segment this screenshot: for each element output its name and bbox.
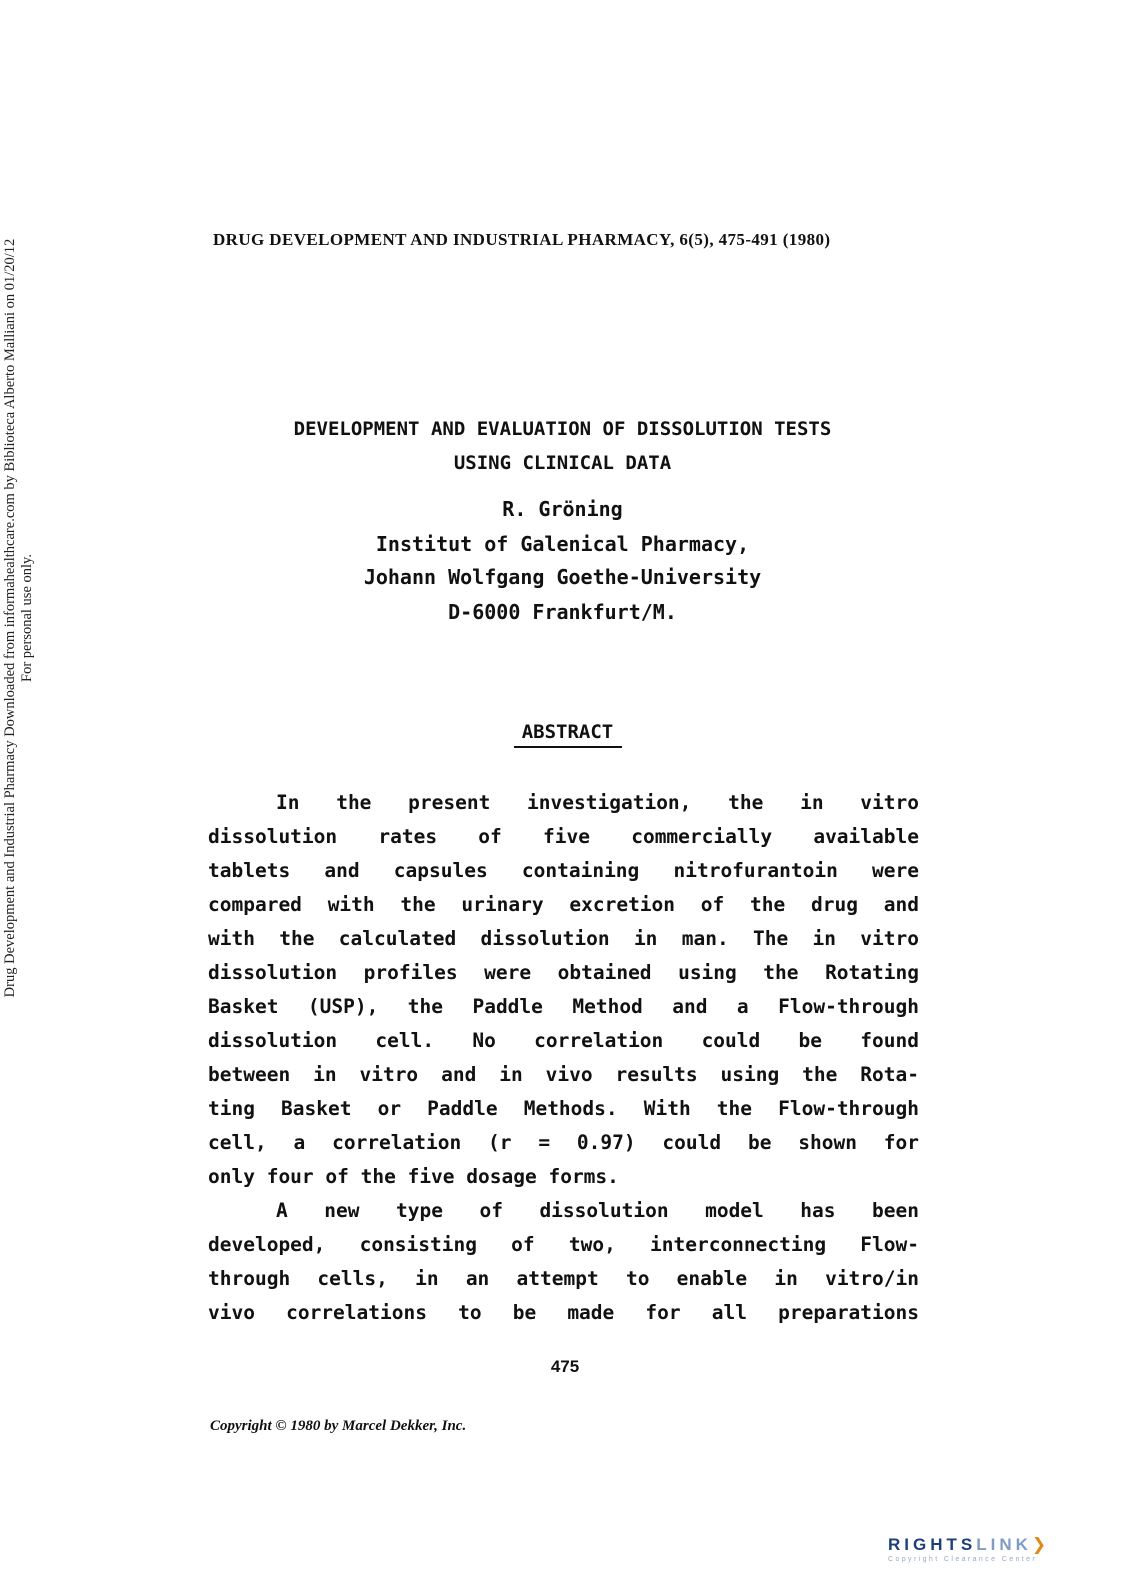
- abstract-line: ting Basket or Paddle Methods. With the Flow-through: [208, 1097, 919, 1120]
- abstract-line: between in vitro and in vivo results using the Rota-: [208, 1063, 919, 1086]
- rightslink-subtitle: Copyright Clearance Center: [888, 1556, 1038, 1563]
- abstract-line: dissolution profiles were obtained using the Rotating: [208, 961, 919, 984]
- abstract-line: dissolution cell. No correlation could be found: [208, 1029, 919, 1052]
- watermark-line-2: For personal use only.: [19, 554, 35, 682]
- rightslink-word-rights: RIGHTS: [888, 1535, 977, 1554]
- paper-title-line-1: DEVELOPMENT AND EVALUATION OF DISSOLUTION TESTS: [293, 418, 832, 440]
- affiliation-line-1: Institut of Galenical Pharmacy,: [375, 532, 750, 556]
- author-name: R. Gröning: [502, 497, 623, 521]
- abstract-line: Basket (USP), the Paddle Method and a Flow-through: [208, 995, 919, 1018]
- journal-header: DRUG DEVELOPMENT AND INDUSTRIAL PHARMACY, 6(5), 475-491 (1980): [213, 230, 831, 249]
- rightslink-logo[interactable]: [888, 1535, 1118, 1575]
- abstract-underline: [514, 746, 622, 748]
- abstract-line: dissolution rates of five commercially available: [208, 825, 919, 848]
- abstract-line: In the present investigation, the in vitro: [276, 791, 919, 814]
- abstract-line: A new type of dissolution model has been: [276, 1199, 919, 1222]
- abstract-line: vivo correlations to be made for all preparations: [208, 1301, 919, 1324]
- rightslink-word-link: LINK: [976, 1535, 1032, 1554]
- abstract-line: cell, a correlation (r = 0.97) could be shown for: [208, 1131, 919, 1154]
- abstract-line: through cells, in an attempt to enable in vitro/in: [208, 1267, 919, 1290]
- abstract-heading: ABSTRACT: [521, 721, 614, 743]
- watermark-line-1: Drug Development and Industrial Pharmacy Downloaded from informahealthcare.com by Biblioteca Alberto Malliani on 01/20/12: [2, 238, 18, 998]
- paper-title-line-2: USING CLINICAL DATA: [453, 452, 672, 474]
- abstract-body: [208, 786, 919, 1330]
- abstract-line: only four of the five dosage forms.: [208, 1165, 619, 1188]
- copyright-notice: Copyright © 1980 by Marcel Dekker, Inc.: [210, 1418, 467, 1434]
- abstract-line: with the calculated dissolution in man. The in vitro: [208, 927, 919, 950]
- chevron-right-icon: ❯: [1031, 1535, 1047, 1554]
- affiliation-line-2: Johann Wolfgang Goethe-University: [363, 565, 762, 589]
- page-number: 475: [550, 1357, 580, 1376]
- abstract-line: compared with the urinary excretion of the drug and: [208, 893, 919, 916]
- download-watermark: [2, 0, 42, 1238]
- abstract-line: developed, consisting of two, interconnecting Flow-: [208, 1233, 919, 1256]
- abstract-line: tablets and capsules containing nitrofurantoin were: [208, 859, 919, 882]
- affiliation-line-3: D-6000 Frankfurt/M.: [448, 600, 677, 624]
